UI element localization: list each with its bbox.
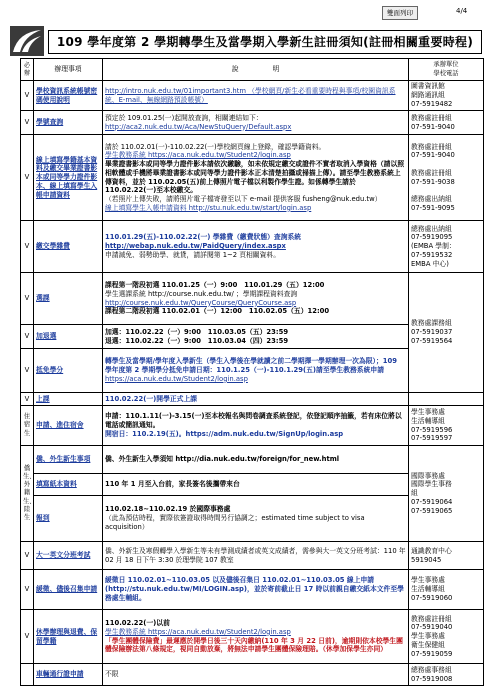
must-mark: V — [21, 325, 34, 349]
query-link[interactable]: http://aca2.nuk.edu.tw/Aca/NewStuQuery/Default.aspx — [105, 122, 292, 131]
description: 申請：110.1.11(一)-3.15(一)至本校報名與問卷調查系統登記，依登記順序抽籤，若有床位將以電話或簡訊通知。 開宿日：110.2.19(五)。https://adm.nuk.edu.tw/SignUp/login.asp — [103, 406, 409, 446]
must-mark: V — [21, 273, 34, 325]
description: 110 年 1 月至入台前，家長簽名後攜帶來台 — [103, 474, 409, 496]
item-link[interactable]: 緩徵、儘後召集申請 — [34, 570, 103, 610]
department: 圖書資訊館 網路通訊組 07-5919482 — [409, 81, 484, 111]
department: 學生事務處 生活輔導組 07-5919596 07-5919597 — [409, 406, 484, 446]
description: 110.02.22(一)開學正式上課 — [103, 393, 409, 406]
must-mark: V — [21, 542, 34, 570]
table-row — [21, 273, 484, 325]
must-mark: V — [21, 349, 34, 393]
header-item: 辦理事項 — [34, 59, 103, 81]
top-bar — [0, 6, 495, 20]
department: 教務處註冊組 07-5919040 學生事務處 衛生保健組 07-5919059 — [409, 610, 484, 664]
item-link[interactable]: 填寫紙本資料 — [34, 474, 103, 496]
description: 請於 110.02.01(一)-110.02.22(一)學校網頁線上登錄，確認學籍資料。 學生教務系統 https://aca.nuk.edu.tw/Student2/login.asp 畢業證書影本或同等學力證件影本請依次繳驗，如未依規定繳交或證件不實者取消入學資格（請以照相軟體或手機將畢業證書影本或同等學力證件影本正本清楚拍攝或掃描上傳）。請至學生教務系統上傳資料，並於 110.02.05(五)前上傳照片電子檔以利製作學生證。如係轉學生請於 110.02.22(一)至本校繳交。 （若照片上傳失敗，請將照片電子檔寄發至以下 e-mail 提供客服 fusheng@nuk.edu.tw） 線上填寫學生入帳申請資料 http://stu.nuk.edu.tw/start/login.asp — [103, 135, 409, 221]
table-row — [21, 542, 484, 570]
suspension-link[interactable]: 學生教務系統 https://aca.nuk.edu.tw/Student2/login.asp — [105, 627, 291, 636]
department: 總務處出納組 07-5919095 (EMBA 學制： 07-5919532 EMBA 中心) — [409, 221, 484, 273]
item-link[interactable]: 休學辦理與退費、保留學籍 — [34, 610, 103, 664]
table-row — [21, 135, 484, 221]
description: 110.02.22(一)以前 學生教務系統 https://aca.nuk.edu.tw/Student2/login.asp 「學生團體保險費」最遲應於開學日後三十天內繳納(110 年 3 月 22 日前)，逾期則依本校學生團體保險辦法第八條規定，視同自動放棄，將無法申請學生團體保險理賠。（休學加保學生亦同） — [103, 610, 409, 664]
must-mark: 住宿生 — [21, 406, 34, 446]
table-header-row — [21, 59, 484, 81]
header-desc: 說 明 — [103, 59, 409, 81]
item-link[interactable]: 車輛通行證申請 — [34, 664, 103, 686]
item-link[interactable]: 繳交學雜費 — [34, 221, 103, 273]
item-link[interactable]: 學號查詢 — [34, 111, 103, 135]
item-link[interactable]: 選課 — [34, 273, 103, 325]
department: 學生事務處 生活輔導組 07-5919060 — [409, 570, 484, 610]
item-link[interactable]: 學校資訊系統帳號密碼使用說明 — [34, 81, 103, 111]
description: 轉學生及當學期/學年度入學新生（學生入學後在學就讀之前二學期擇一學期辦理一次為限）；109 學年度第 2 學期學分抵免申請日期：110.1.25（一)-110.1.29(五)請至學生教務系統申請 https://aca.nuk.edu.tw/Student2/login.asp — [103, 349, 409, 393]
description: 緩徵日 110.02.01~110.03.05 以及儘後召集日 110.02.01~110.03.05 線上申請(http://stu.nuk.edu.tw/MI/LOGIN.asp)，並於寄前截止日 17 時以前親自繳交紙本文件至學務處生輔組。 — [103, 570, 409, 610]
header-must: 必辦 — [21, 59, 34, 81]
table-row — [21, 570, 484, 610]
student-system-link[interactable]: 學生教務系統 https://aca.nuk.edu.tw/Student2/login.asp — [105, 151, 291, 160]
must-mark: V — [21, 610, 34, 664]
item-link[interactable]: 大一英文分班考試 — [34, 542, 103, 570]
description: 預定於 109.01.25(一)起開放查詢，相關連結如下： http://aca2.nuk.edu.tw/Aca/NewStuQuery/Default.aspx — [103, 111, 409, 135]
table-row — [21, 406, 484, 446]
table-row — [21, 610, 484, 664]
description: 僑、外生新生入學須知 http://dia.nuk.edu.tw/foreign/for_new.html — [103, 446, 409, 474]
department — [409, 393, 484, 406]
item-link[interactable]: 僑、外生新生事項 — [34, 446, 103, 474]
university-logo-icon — [10, 26, 44, 56]
department: 國際事務處 國際學生事務 組 07-5919064 07-5919065 — [409, 446, 484, 542]
table-row — [21, 111, 484, 135]
description: 加選：110.02.22（一）9:00 110.03.05（五）23:59 退選：110.02.22（一）9:00 110.03.04（四）23:59 — [103, 325, 409, 349]
fee-query-link[interactable]: http://webap.nuk.edu.tw/PaidQuery/index.aspx — [105, 242, 286, 251]
must-mark — [21, 664, 34, 686]
page-number: 4/4 — [456, 7, 468, 15]
must-mark: V — [21, 111, 34, 135]
registration-schedule-table — [20, 58, 484, 686]
item-link[interactable]: 上課 — [34, 393, 103, 406]
double-sided-print-button[interactable]: 雙面列印 — [382, 6, 418, 20]
table-row — [21, 446, 484, 474]
must-mark: V — [21, 221, 34, 273]
department: 教務處註冊組 07-591-9040 教務處註冊組 07-591-9038 總務處出納組 07-591-9095 — [409, 135, 484, 221]
description: 110.01.29(五)-110.02.22(一) 學雜費（繳費狀態）查詢系統 http://webap.nuk.edu.tw/PaidQuery/index.aspx 申請減免、弱勢助學、就貸，請詳閱第 1~2 頁相關資料。 — [103, 221, 409, 273]
page-title: 109 學年度第 2 學期轉學生及當學期入學新生註冊須知(註冊相關重要時程) — [48, 30, 482, 54]
item-link[interactable]: 報到 — [34, 496, 103, 542]
table-row — [21, 393, 484, 406]
must-mark: V — [21, 393, 34, 406]
must-mark: V — [21, 570, 34, 610]
account-link[interactable]: 線上填寫學生入帳申請資料 http://stu.nuk.edu.tw/start/login.asp — [105, 203, 312, 212]
header-dept: 承辦單位 學校電話 — [409, 59, 484, 81]
department: 教務處註冊組 07-591-9040 — [409, 111, 484, 135]
must-mark: V — [21, 81, 34, 111]
department: 教務處課務組 07-5919037 07-5919564 — [409, 273, 484, 393]
table-row — [21, 81, 484, 111]
department: 通識教育中心 5919045 — [409, 542, 484, 570]
description: 課程第一階段初選 110.01.25（一）9:00 110.01.29（五）12:00 學生選課系統 http://course.nuk.edu.tw/ ；學期課程資料查詢 http://course.nuk.edu.tw/QueryCourse/QueryCourse.asp 課程第二階段初選 110.02.01（一）12:00 110.02.05（五）12:00 — [103, 273, 409, 325]
must-mark: V — [21, 135, 34, 221]
department: 總務處事務組 07-5919008 — [409, 664, 484, 686]
credit-link[interactable]: https://aca.nuk.edu.tw/Student2/login.asp — [105, 374, 248, 383]
item-link[interactable]: 抵免學分 — [34, 349, 103, 393]
table-row — [21, 664, 484, 686]
item-link[interactable]: 申請、進住宿舍 — [34, 406, 103, 446]
item-link[interactable]: 加退選 — [34, 325, 103, 349]
description: 僑、外新生及寒假轉學入學新生等未有學測成績者或英文成績者，需參與大一英文分班考試：110 年 02 月 18 日下午 3:30 於理學院 107 教室 — [103, 542, 409, 570]
description — [103, 81, 409, 111]
table-row — [21, 221, 484, 273]
must-mark: 僑生、外籍生、陸生 — [21, 446, 34, 542]
item-link[interactable]: 線上填寫學籍基本資料及繳交畢業證書影本或同等學力證件影本、線上填寫學生入帳申請資料 — [34, 135, 103, 221]
info-link[interactable]: http://intro.nuk.edu.tw/01important3.htm （學校網頁/新生必看重要時程與事項/校園資訊系統、E-mail、無線網路預設帳號） — [105, 86, 396, 104]
course-query-link[interactable]: http://course.nuk.edu.tw/QueryCourse/QueryCourse.asp — [105, 298, 297, 307]
description: 110.02.18~110.02.19 於國際事務處 （此為預估時程，實際依簽證取得時間另行協調之；estimated time subject to visa acquisition） — [103, 496, 409, 542]
description: 不限 — [103, 664, 409, 686]
